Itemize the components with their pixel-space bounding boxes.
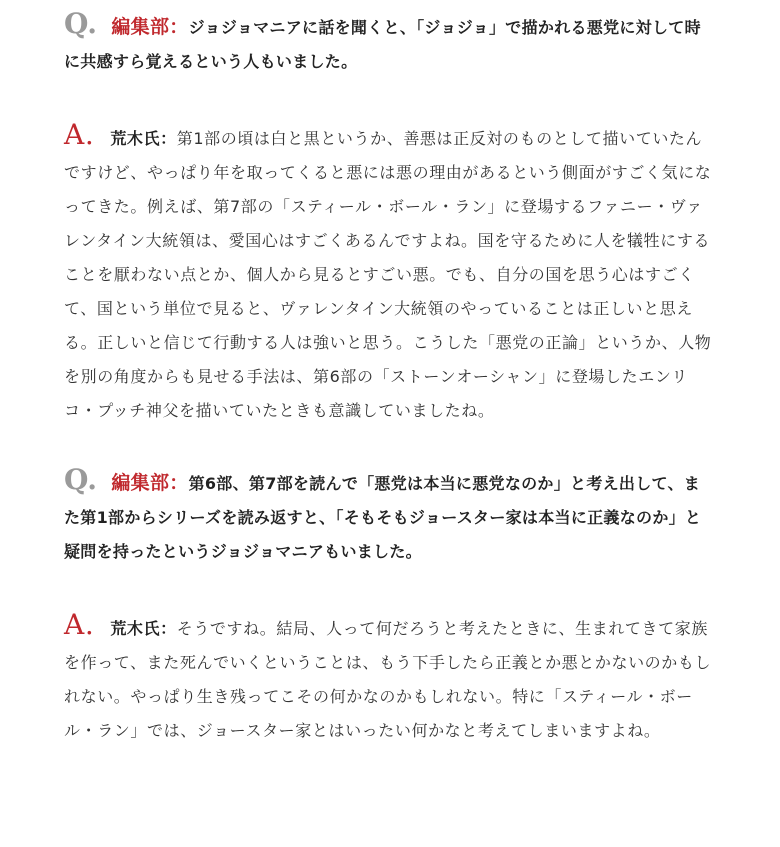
question-body: 第6部、第7部を読んで「悪党は本当に悪党なのか」と考え出して、また第1部からシリーズを読み返すと、「そもそもジョースター家は本当に正義なのか」と疑問を持ったというジョジョマニアもいました。 [64,474,702,561]
question-text-2 [64,463,716,569]
question-mark: Q. [64,463,98,496]
question-speaker: 編集部： [111,472,189,494]
answer-speaker: 荒木氏： [110,619,177,638]
question-block-1 [64,7,716,79]
answer-mark: A. [64,118,95,151]
answer-body: 第1部の頃は白と黒というか、善悪は正反対のものとして描いていたんですけど、やっぱり年を取ってくると悪には悪の理由があるという側面がすごく気になってきた。例えば、第7部の「スティール・ボール・ラン」に登場するファニー・ヴァレンタイン大統領は、愛国心はすごくあるんですよね。国を守るために人を犠牲にすることを厭わない点とか、個人から見るとすごい悪。でも、自分の国を思う心はすごくて、国という単位で見ると、ヴァレンタイン大統領のやっていることは正しいと思える。正しいと信じて行動する人は強いと思う。こうした「悪党の正論」というか、人物を別の角度からも見せる手法は、第6部の「ストーンオーシャン」に登場したエンリコ・プッチ神父を描いていたときも意識していましたね。 [64,129,712,420]
question-text-1 [64,7,716,79]
answer-block-2 [64,608,716,748]
question-block-2 [64,463,716,569]
answer-block-1 [64,118,716,428]
question-mark: Q. [64,7,98,40]
answer-text-1 [64,118,716,428]
answer-speaker: 荒木氏： [110,129,177,148]
question-body: ジョジョマニアに話を聞くと、「ジョジョ」で描かれる悪党に対して時に共感すら覚えるという人もいました。 [64,18,701,71]
answer-mark: A. [64,608,95,641]
answer-body: そうですね。結局、人って何だろうと考えたときに、生まれてきて家族を作って、また死んでいくということは、もう下手したら正義とか悪とかないのかもしれない。やっぱり生き残ってこその何かなのかもしれない。特に「スティール・ボール・ラン」では、ジョースター家とはいったい何かなと考えてしまいますよね。 [64,619,712,740]
question-speaker: 編集部： [111,16,189,38]
interview-article [0,7,716,748]
answer-text-2 [64,608,716,748]
